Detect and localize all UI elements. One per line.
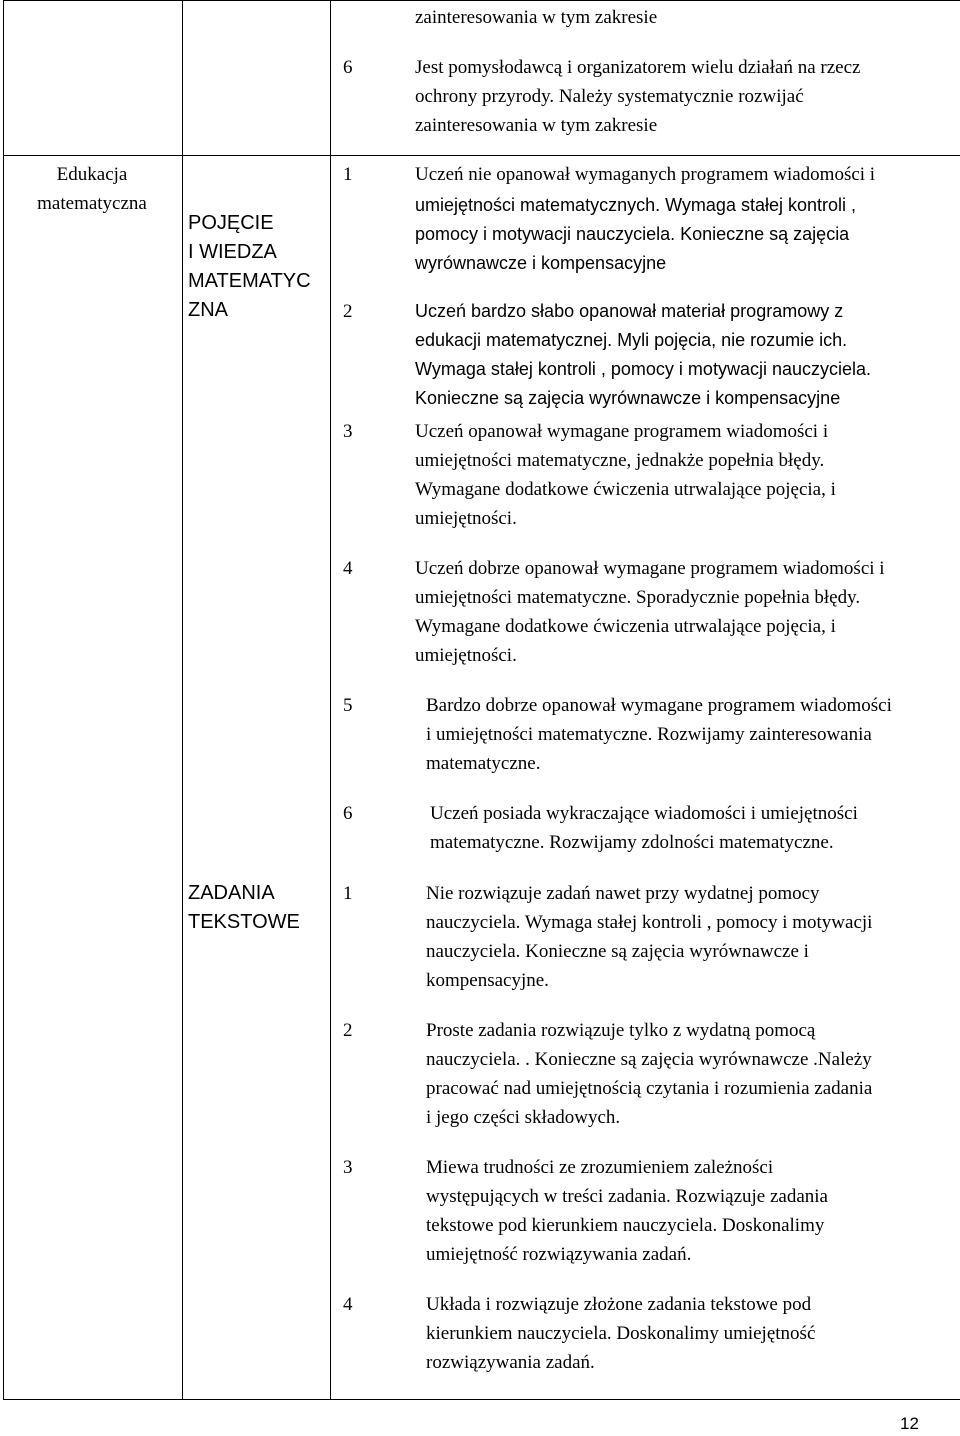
row-number: 3 [343, 1157, 353, 1178]
row-text: Jest pomysłodawcą i organizatorem wielu działań na rzecz ochrony przyrody. Należy systematycznie rozwijać zainteresowania w tym zakresie [415, 57, 861, 136]
row-number: 1 [343, 883, 353, 904]
row-number: 5 [343, 695, 353, 716]
row-text: Proste zadania rozwiązuje tylko z wydatną pomocą nauczyciela. . Konieczne są zajęcia wyrównawcze .Należy pracować nad umiejętnością czytania i rozumienia zadania i jego części składowych. [426, 1020, 873, 1128]
page-number: 12 [900, 1414, 919, 1433]
row-text: Uczeń opanował wymagane programem wiadomości i umiejętności matematyczne, jednakże popełnia błędy. Wymagane dodatkowe ćwiczenia utrwalające pojęcia, i umiejętności. [415, 421, 836, 529]
row-number: 6 [343, 57, 353, 78]
table-divider-subject [182, 0, 183, 1400]
row-text: Uczeń dobrze opanował wymagane programem wiadomości i umiejętności matematyczne. Sporadycznie popełnia błędy. Wymagane dodatkowe ćwiczenia utrwalające pojęcia, i umiejętności. [415, 558, 885, 666]
row-text: Uczeń nie opanował wymaganych programem wiadomości i [415, 164, 876, 185]
row-number: 2 [343, 301, 353, 322]
row-number: 6 [343, 803, 353, 824]
row-text: Bardzo dobrze opanował wymagane programem wiadomości i umiejętności matematyczne. Rozwijamy zainteresowania matematyczne. [426, 695, 892, 774]
section-title-pojecie-cont: ZNA [188, 299, 228, 321]
row-text: Miewa trudności ze zrozumieniem zależności występujących w treści zadania. Rozwiązuje zadania tekstowe pod kierunkiem nauczyciela. Doskonalimy umiejętność rozwiązywania zadań. [426, 1157, 828, 1265]
row-number: 4 [343, 558, 353, 579]
table-border-top [3, 0, 960, 1]
row-divider-subject [3, 155, 960, 156]
subject-label: Edukacja matematyczna [37, 164, 147, 214]
section-title-pojecie: POJĘCIE I WIEDZA MATEMATYC [188, 212, 311, 292]
row-text: Uczeń posiada wykraczające wiadomości i umiejętności matematyczne. Rozwijamy zdolności matematyczne. [430, 803, 858, 853]
row-number: 1 [343, 164, 353, 185]
section-title-zadania: ZADANIA TEKSTOWE [188, 882, 300, 933]
row-text: Uczeń bardzo słabo opanował materiał programowy z edukacji matematycznej. Myli pojęcia, nie rozumie ich. Wymaga stałej kontroli , pomocy i motywacji nauczyciela. Konieczne są zajęcia wyrównawcze i kompensacyjne [415, 301, 872, 408]
row-number: 4 [343, 1294, 353, 1315]
row-text: zainteresowania w tym zakresie [415, 7, 658, 28]
table-divider-section [330, 0, 331, 1400]
row-number: 3 [343, 421, 353, 442]
table-border-bottom [3, 1399, 960, 1400]
row-text: Układa i rozwiązuje złożone zadania tekstowe pod kierunkiem nauczyciela. Doskonalimy umiejętność rozwiązywania zadań. [426, 1294, 816, 1373]
row-number: 2 [343, 1020, 353, 1041]
row-text: Nie rozwiązuje zadań nawet przy wydatnej pomocy nauczyciela. Wymaga stałej kontroli , pomocy i motywacji nauczyciela. Konieczne są zajęcia wyrównawcze i kompensacyjne. [426, 883, 873, 991]
row-text-cont: umiejętności matematycznych. Wymaga stałej kontroli , pomocy i motywacji nauczyciela. Konieczne są zajęcia wyrównawcze i kompensacyjne [415, 195, 856, 273]
